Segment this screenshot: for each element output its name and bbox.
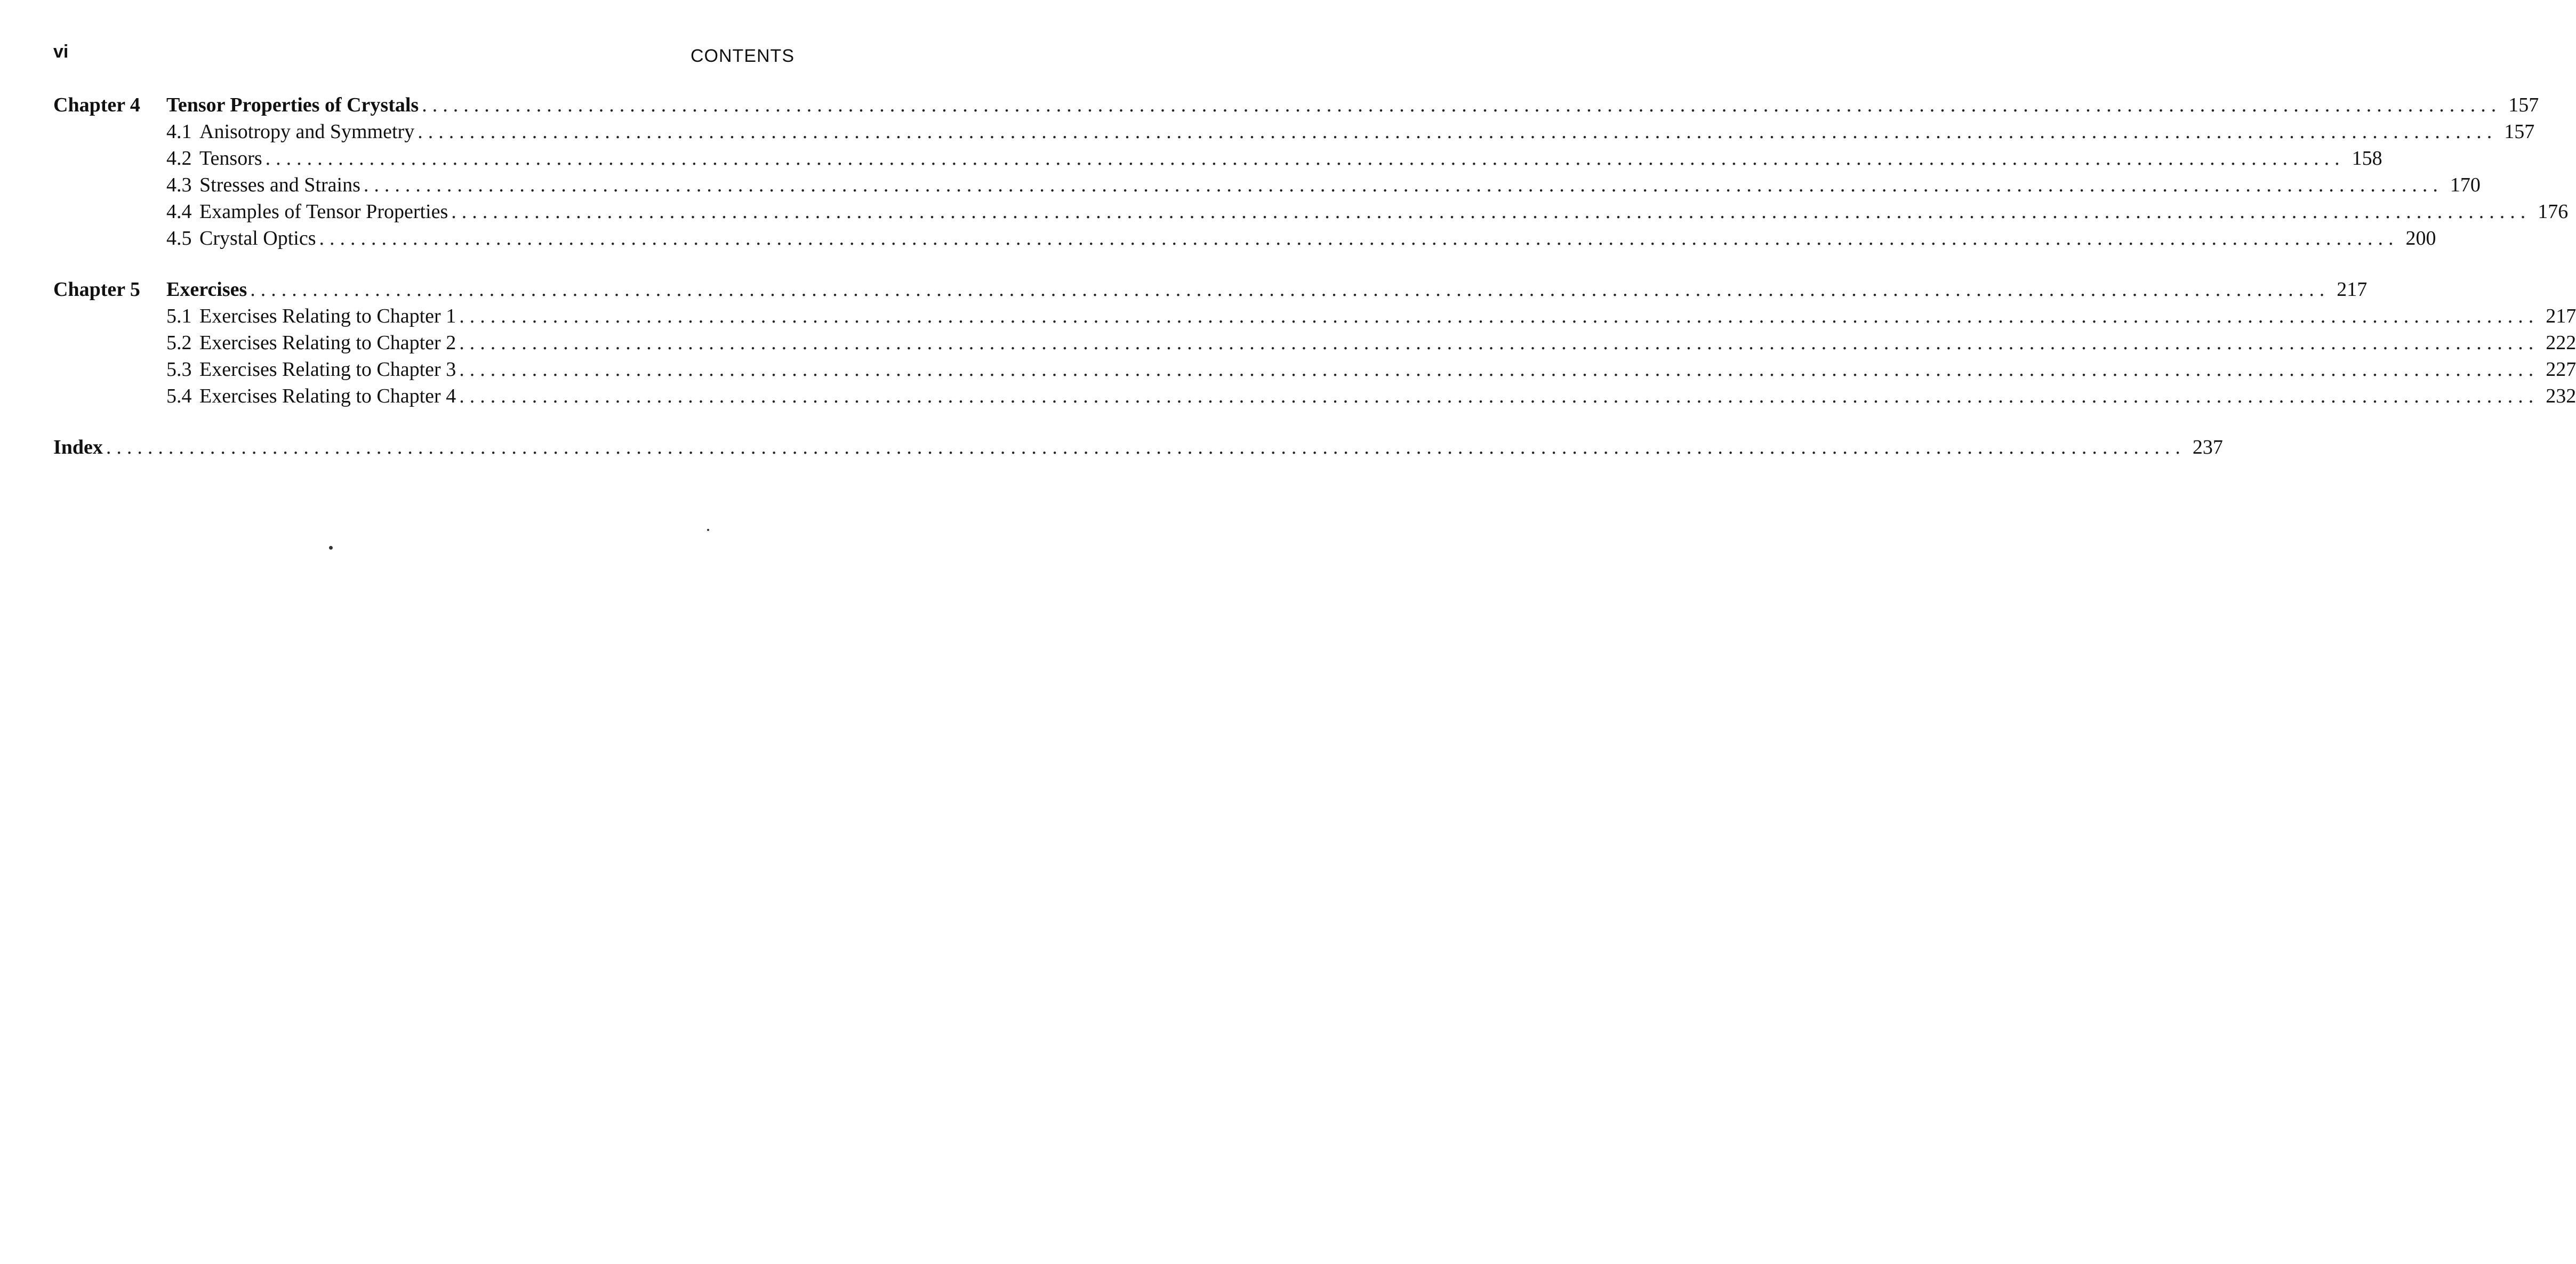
section-title: Crystal Optics xyxy=(199,227,316,249)
scan-speck xyxy=(329,546,333,550)
chapter-label: Chapter 5 xyxy=(53,278,140,301)
page-ref: 176 xyxy=(2538,200,2569,223)
page-ref: 237 xyxy=(2192,436,2223,458)
section-title: Tensors xyxy=(199,147,262,170)
toc-section-row[interactable] xyxy=(53,303,2576,329)
toc-chapter-row[interactable] xyxy=(53,276,2368,303)
index-title: Index xyxy=(53,434,106,461)
dot-leader: ........................................................................................................................................................................................................ xyxy=(459,305,2539,327)
toc-section-row[interactable] xyxy=(53,118,2535,145)
dot-leader: ........................................................................................................................................................................................................ xyxy=(459,358,2539,381)
dot-leader: ........................................................................................................................................................................................................ xyxy=(422,94,2502,116)
page-ref: 200 xyxy=(2405,227,2436,249)
section-title: Exercises Relating to Chapter 4 xyxy=(199,385,456,407)
dot-leader: ........................................................................................................................................................................................................ xyxy=(459,385,2539,407)
toc-chapter-5 xyxy=(53,276,2576,409)
section-title: Exercises Relating to Chapter 3 xyxy=(199,358,456,381)
section-title: Exercises Relating to Chapter 1 xyxy=(199,305,456,327)
running-head: CONTENTS xyxy=(691,46,795,66)
dot-leader: ........................................................................................................................................................................................................ xyxy=(319,227,2399,249)
page-number: vi xyxy=(53,42,69,62)
table-of-contents xyxy=(53,92,2576,461)
page-ref: 158 xyxy=(2352,147,2382,170)
toc-section-row[interactable] xyxy=(53,172,2481,198)
section-title: Examples of Tensor Properties xyxy=(199,200,448,223)
page-ref: 170 xyxy=(2450,174,2481,196)
dot-leader: ........................................................................................................................................................................................................ xyxy=(250,278,2330,301)
toc-section-row[interactable] xyxy=(53,356,2576,383)
dot-leader: ........................................................................................................................................................................................................ xyxy=(459,332,2539,354)
page-ref: 217 xyxy=(2546,305,2576,327)
toc-section-row[interactable] xyxy=(53,225,2436,252)
section-number: 4.2 xyxy=(166,147,192,170)
toc-index-row[interactable] xyxy=(53,434,2223,461)
page-header xyxy=(53,42,795,68)
section-number: 5.3 xyxy=(166,358,192,381)
toc-section-row[interactable] xyxy=(53,329,2576,356)
chapter-label: Chapter 4 xyxy=(53,94,140,116)
toc-section-row[interactable] xyxy=(53,383,2576,409)
page-ref: 232 xyxy=(2546,385,2576,407)
section-number: 5.2 xyxy=(166,332,192,354)
scan-speck xyxy=(707,529,709,531)
section-number: 4.1 xyxy=(166,120,192,143)
toc-section-row[interactable] xyxy=(53,198,2569,225)
chapter-title: Tensor Properties of Crystals xyxy=(166,92,422,118)
page-ref: 227 xyxy=(2546,358,2576,381)
dot-leader: ........................................................................................................................................................................................................ xyxy=(451,200,2531,223)
dot-leader: ........................................................................................................................................................................................................ xyxy=(363,174,2443,196)
section-title: Stresses and Strains xyxy=(199,174,360,196)
section-number: 4.3 xyxy=(166,174,192,196)
section-title: Anisotropy and Symmetry xyxy=(199,120,415,143)
section-number: 4.4 xyxy=(166,200,192,223)
dot-leader: ........................................................................................................................................................................................................ xyxy=(106,436,2186,458)
toc-chapter-row[interactable] xyxy=(53,92,2539,118)
dot-leader: ........................................................................................................................................................................................................ xyxy=(265,147,2345,170)
toc-chapter-4 xyxy=(53,92,2569,252)
page-ref: 157 xyxy=(2508,94,2539,116)
page-ref: 222 xyxy=(2546,332,2576,354)
chapter-title: Exercises xyxy=(166,276,250,303)
section-number: 5.1 xyxy=(166,305,192,327)
dot-leader: ........................................................................................................................................................................................................ xyxy=(418,120,2498,143)
section-number: 5.4 xyxy=(166,385,192,407)
section-title: Exercises Relating to Chapter 2 xyxy=(199,332,456,354)
toc-section-row[interactable] xyxy=(53,145,2382,172)
page-ref: 157 xyxy=(2504,120,2535,143)
section-number: 4.5 xyxy=(166,227,192,249)
page-ref: 217 xyxy=(2337,278,2368,301)
